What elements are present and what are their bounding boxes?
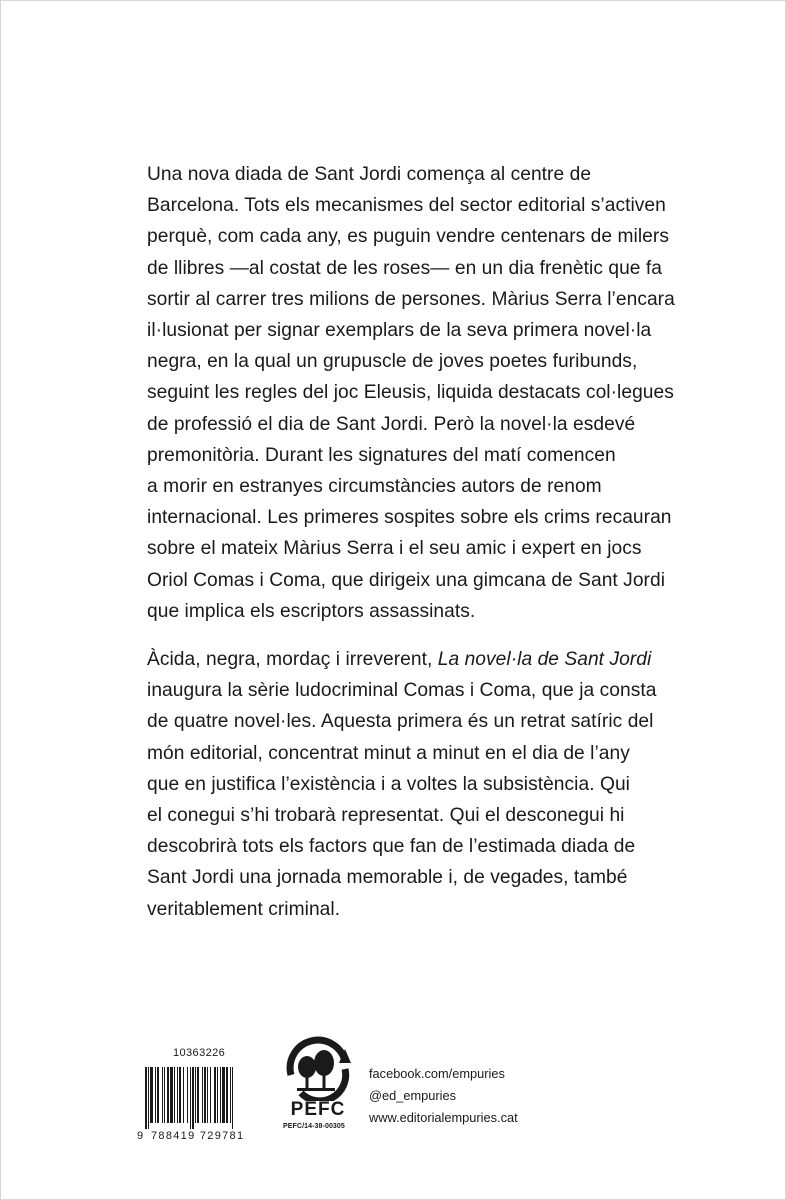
- publisher-contacts: [369, 1063, 518, 1129]
- synopsis-line-start: Àcida, negra, mordaç i irreverent,: [147, 649, 438, 671]
- synopsis-line: sobre el mateix Màrius Serra i el seu amic i expert en jocs: [147, 538, 642, 560]
- synopsis-line: que implica els escriptors assassinats.: [147, 600, 476, 622]
- synopsis-line: a morir en estranyes circumstàncies autors de renom: [147, 476, 602, 498]
- synopsis-line: il·lusionat per signar exemplars de la seva primera novel·la: [147, 320, 652, 342]
- twitter-handle[interactable]: @ed_empuries: [369, 1088, 456, 1103]
- synopsis-line: món editorial, concentrat minut a minut en el dia de l’any: [147, 742, 630, 764]
- synopsis-line: seguint les regles del joc Eleusis, liquida destacats col·legues: [147, 382, 674, 404]
- book-title-italic: La novel·la de Sant Jordi: [437, 649, 652, 671]
- pefc-certification-logo: [283, 1035, 363, 1135]
- synopsis-line: descobrirà tots els factors que fan de l’estimada diada de: [147, 836, 636, 858]
- synopsis-line: de professió el dia de Sant Jordi. Però la novel·la esdevé: [147, 413, 636, 435]
- synopsis-line: Barcelona. Tots els mecanismes del sector editorial s’activen: [147, 195, 666, 217]
- synopsis-paragraph-1: [147, 159, 675, 627]
- synopsis-text: [147, 159, 675, 925]
- internal-code: 10363226: [173, 1047, 226, 1059]
- synopsis-line: Oriol Comas i Coma, que dirigeix una gimcana de Sant Jordi: [147, 569, 666, 591]
- website-link[interactable]: www.editorialempuries.cat: [369, 1110, 518, 1125]
- synopsis-line: inaugura la sèrie ludocriminal Comas i Coma, que ja consta: [147, 680, 657, 702]
- synopsis-line: de quatre novel·les. Aquesta primera és un retrat satíric del: [147, 711, 654, 733]
- barcode-bars: [143, 1067, 267, 1129]
- pefc-label: PEFC: [290, 1099, 346, 1120]
- isbn-digits: 788419 729781: [151, 1130, 245, 1142]
- synopsis-line: premonitòria. Durant les signatures del matí comencen: [147, 444, 616, 466]
- synopsis-line: Sant Jordi una jornada memorable i, de vegades, també: [147, 867, 628, 889]
- synopsis-paragraph-2: [147, 644, 667, 925]
- facebook-link[interactable]: facebook.com/empuries: [369, 1066, 505, 1081]
- synopsis-line: veritablement criminal.: [147, 898, 341, 920]
- synopsis-line: el conegui s’hi trobarà representat. Qui el desconegui hi: [147, 805, 625, 827]
- isbn-first-digit: 9: [137, 1130, 144, 1142]
- synopsis-line: que en justifica l’existència i a voltes la subsistència. Qui: [147, 773, 630, 795]
- synopsis-line: internacional. Les primeres sospites sobre els crims recauran: [147, 507, 672, 529]
- pefc-trees-icon: [283, 1035, 353, 1101]
- pefc-code: PEFC/14-38-00305: [283, 1123, 345, 1130]
- synopsis-line: negra, en la qual un grupuscle de joves poetes furibunds,: [147, 351, 638, 373]
- synopsis-line: de llibres —al costat de les roses— en un dia frenètic que fa: [147, 257, 662, 279]
- synopsis-line: Una nova diada de Sant Jordi comença al centre de: [147, 164, 592, 185]
- synopsis-line: sortir al carrer tres milions de persones. Màrius Serra l’encara: [147, 288, 675, 310]
- synopsis-line: perquè, com cada any, es puguin vendre centenars de milers: [147, 226, 669, 248]
- synopsis-line: [147, 644, 667, 675]
